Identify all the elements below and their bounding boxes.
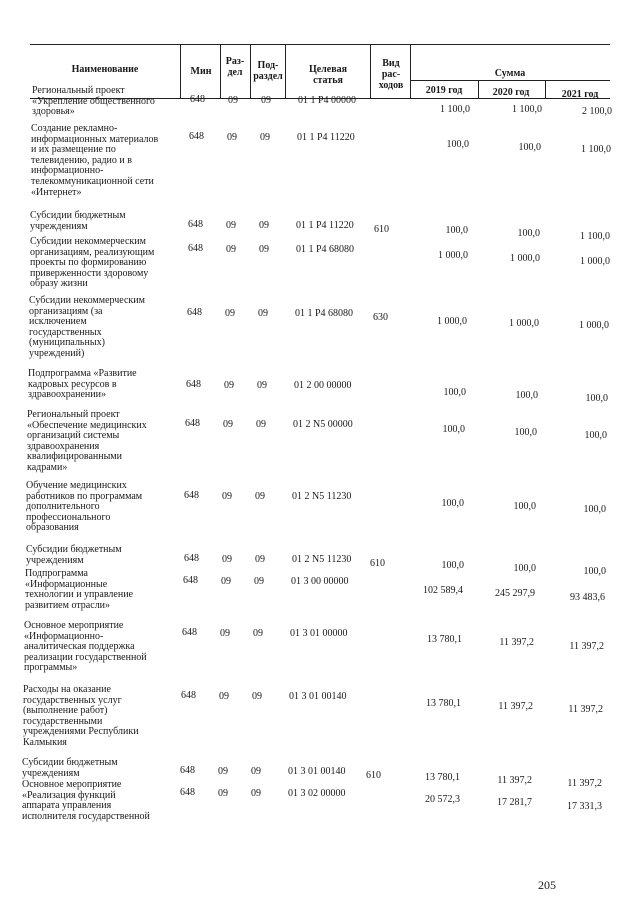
row-sum-2021: 100,0 bbox=[584, 430, 607, 441]
header-top-rule bbox=[30, 44, 610, 45]
row-name: Субсидии бюджетным учреждениям bbox=[30, 210, 126, 232]
row-name: Субсидии некоммерческим организациям (за исключением государственных (муниципальных) учреждений) bbox=[29, 295, 145, 359]
row-ministry: 648 bbox=[185, 418, 200, 429]
row-target-article: 01 1 P4 11220 bbox=[296, 220, 354, 231]
row-sum-2019: 13 780,1 bbox=[427, 634, 462, 645]
row-sum-2020: 100,0 bbox=[518, 142, 541, 153]
row-subsection: 09 bbox=[257, 380, 267, 391]
row-sum-2020: 1 100,0 bbox=[512, 104, 542, 115]
row-sum-2021: 17 331,3 bbox=[567, 801, 602, 812]
row-sum-2019: 13 780,1 bbox=[426, 698, 461, 709]
row-sum-2020: 11 397,2 bbox=[498, 701, 533, 712]
row-target-article: 01 1 P4 68080 bbox=[296, 244, 355, 255]
row-sum-2019: 1 000,0 bbox=[438, 250, 468, 261]
row-subsection: 09 bbox=[261, 95, 271, 106]
row-ministry: 648 bbox=[188, 219, 203, 230]
row-name: Субсидии бюджетным учреждениям bbox=[22, 757, 118, 779]
row-sum-2020: 11 397,2 bbox=[499, 637, 534, 648]
row-sum-2020: 100,0 bbox=[513, 501, 536, 512]
row-subsection: 09 bbox=[255, 554, 265, 565]
row-ministry: 648 bbox=[188, 243, 203, 254]
row-sum-2019: 20 572,3 bbox=[425, 794, 460, 805]
header-year-2020: 2020 год bbox=[492, 87, 530, 98]
row-sum-2020: 100,0 bbox=[513, 563, 536, 574]
row-expense-type: 630 bbox=[373, 312, 388, 323]
row-subsection: 09 bbox=[260, 132, 270, 143]
row-sum-2019: 1 100,0 bbox=[440, 104, 470, 115]
row-sum-2020: 100,0 bbox=[517, 228, 540, 239]
row-section: 09 bbox=[220, 628, 230, 639]
row-target-article: 01 3 01 00140 bbox=[289, 691, 347, 702]
row-target-article: 01 2 00 00000 bbox=[294, 380, 352, 391]
row-sum-2019: 100,0 bbox=[446, 139, 469, 150]
header-year-2019: 2019 год bbox=[425, 85, 463, 96]
row-sum-2021: 100,0 bbox=[583, 504, 606, 515]
row-target-article: 01 1 P4 11220 bbox=[297, 132, 355, 143]
row-sum-2019: 100,0 bbox=[445, 225, 468, 236]
row-subsection: 09 bbox=[259, 220, 269, 231]
row-ministry: 648 bbox=[181, 690, 196, 701]
row-target-article: 01 2 N5 00000 bbox=[293, 419, 353, 430]
row-subsection: 09 bbox=[259, 244, 269, 255]
row-sum-2019: 100,0 bbox=[441, 498, 464, 509]
row-section: 09 bbox=[225, 308, 235, 319]
row-sum-2020: 100,0 bbox=[515, 390, 538, 401]
row-ministry: 648 bbox=[183, 575, 198, 586]
row-name: Субсидии бюджетным учреждениям bbox=[26, 544, 122, 566]
row-section: 09 bbox=[226, 220, 236, 231]
row-subsection: 09 bbox=[251, 766, 261, 777]
row-sum-2021: 1 000,0 bbox=[579, 320, 609, 331]
row-subsection: 09 bbox=[252, 691, 262, 702]
row-sum-2021: 11 397,2 bbox=[568, 704, 603, 715]
row-name: Подпрограмма «Развитие кадровых ресурсов в здравоохранении» bbox=[28, 368, 137, 401]
row-subsection: 09 bbox=[254, 576, 264, 587]
row-sum-2021: 100,0 bbox=[583, 566, 606, 577]
row-target-article: 01 3 00 00000 bbox=[291, 576, 349, 587]
row-section: 09 bbox=[221, 576, 231, 587]
row-sum-2020: 1 000,0 bbox=[509, 318, 539, 329]
row-name: Основное мероприятие «Информационно- аналитическая поддержка реализации государственной программы» bbox=[24, 620, 147, 674]
row-section: 09 bbox=[227, 132, 237, 143]
header-sum-rule bbox=[410, 80, 610, 81]
row-subsection: 09 bbox=[251, 788, 261, 799]
header-divider bbox=[478, 80, 479, 98]
header-target-article: Целевая статья bbox=[308, 64, 348, 86]
row-sum-2020: 245 297,9 bbox=[495, 588, 535, 599]
row-name: Подпрограмма «Информационные технологии и управление развитием отрасли» bbox=[25, 568, 133, 611]
row-sum-2019: 1 000,0 bbox=[437, 316, 467, 327]
row-ministry: 648 bbox=[184, 490, 199, 501]
row-sum-2021: 93 483,6 bbox=[570, 592, 605, 603]
row-ministry: 648 bbox=[184, 553, 199, 564]
row-target-article: 01 2 N5 11230 bbox=[292, 491, 352, 502]
row-name: Основное мероприятие «Реализация функций аппарата управления исполнителя государственной bbox=[22, 779, 150, 822]
row-section: 09 bbox=[228, 95, 238, 106]
row-sum-2021: 11 397,2 bbox=[567, 778, 602, 789]
row-expense-type: 610 bbox=[366, 770, 381, 781]
header-section: Раз- дел bbox=[225, 56, 245, 78]
row-target-article: 01 1 P4 00000 bbox=[298, 95, 357, 106]
row-sum-2019: 100,0 bbox=[443, 387, 466, 398]
row-target-article: 01 1 P4 68080 bbox=[295, 308, 354, 319]
header-year-2021: 2021 год bbox=[561, 89, 599, 100]
row-target-article: 01 3 01 00140 bbox=[288, 766, 346, 777]
row-ministry: 648 bbox=[190, 94, 205, 105]
row-sum-2021: 2 100,0 bbox=[582, 106, 612, 117]
row-name: Региональный проект «Укрепление общественного здоровья» bbox=[32, 85, 155, 118]
row-name: Создание рекламно- информационных материалов и их размещение по телевидению, радио и в информационно- телекоммуникационной сети «Интернет» bbox=[31, 123, 159, 198]
row-sum-2019: 100,0 bbox=[442, 424, 465, 435]
row-expense-type: 610 bbox=[374, 224, 389, 235]
row-section: 09 bbox=[218, 766, 228, 777]
row-ministry: 648 bbox=[180, 765, 195, 776]
row-sum-2019: 100,0 bbox=[441, 560, 464, 571]
row-section: 09 bbox=[222, 554, 232, 565]
row-ministry: 648 bbox=[182, 627, 197, 638]
row-sum-2019: 102 589,4 bbox=[423, 585, 463, 596]
row-sum-2021: 100,0 bbox=[585, 393, 608, 404]
row-section: 09 bbox=[219, 691, 229, 702]
header-expense-type: Вид рас- ходов bbox=[378, 58, 404, 91]
row-ministry: 648 bbox=[187, 307, 202, 318]
row-ministry: 648 bbox=[186, 379, 201, 390]
row-section: 09 bbox=[226, 244, 236, 255]
row-name: Обучение медицинских работников по программам дополнительного профессионального образования bbox=[26, 480, 143, 534]
row-name: Региональный проект «Обеспечение медицинских организаций системы здравоохранения квалифицированными кадрами» bbox=[27, 409, 147, 473]
header-sum: Сумма bbox=[494, 68, 526, 79]
row-sum-2020: 17 281,7 bbox=[497, 797, 532, 808]
row-section: 09 bbox=[222, 491, 232, 502]
row-expense-type: 610 bbox=[370, 558, 385, 569]
row-sum-2021: 1 100,0 bbox=[580, 231, 610, 242]
row-sum-2020: 11 397,2 bbox=[497, 775, 532, 786]
header-subsection: Под- раздел bbox=[253, 60, 283, 82]
row-section: 09 bbox=[224, 380, 234, 391]
row-target-article: 01 2 N5 11230 bbox=[292, 554, 352, 565]
row-section: 09 bbox=[218, 788, 228, 799]
row-sum-2021: 11 397,2 bbox=[569, 641, 604, 652]
row-sum-2020: 100,0 bbox=[514, 427, 537, 438]
row-name: Расходы на оказание государственных услуг (выполнение работ) государственными учреждениями Республики Калмыкия bbox=[23, 684, 139, 748]
row-ministry: 648 bbox=[180, 787, 195, 798]
row-name: Субсидии некоммерческим организациям, реализующим проекты по формированию приверженности здоровому образу жизни bbox=[30, 236, 155, 290]
row-target-article: 01 3 01 00000 bbox=[290, 628, 348, 639]
page-number: 205 bbox=[538, 878, 556, 892]
row-subsection: 09 bbox=[256, 419, 266, 430]
header-name: Наименование bbox=[71, 64, 139, 75]
row-sum-2019: 13 780,1 bbox=[425, 772, 460, 783]
row-subsection: 09 bbox=[253, 628, 263, 639]
row-ministry: 648 bbox=[189, 131, 204, 142]
row-subsection: 09 bbox=[255, 491, 265, 502]
row-sum-2021: 1 100,0 bbox=[581, 144, 611, 155]
header-ministry: Мин bbox=[190, 66, 212, 77]
row-section: 09 bbox=[223, 419, 233, 430]
row-target-article: 01 3 02 00000 bbox=[288, 788, 346, 799]
row-subsection: 09 bbox=[258, 308, 268, 319]
row-sum-2021: 1 000,0 bbox=[580, 256, 610, 267]
header-divider bbox=[545, 80, 546, 98]
row-sum-2020: 1 000,0 bbox=[510, 253, 540, 264]
